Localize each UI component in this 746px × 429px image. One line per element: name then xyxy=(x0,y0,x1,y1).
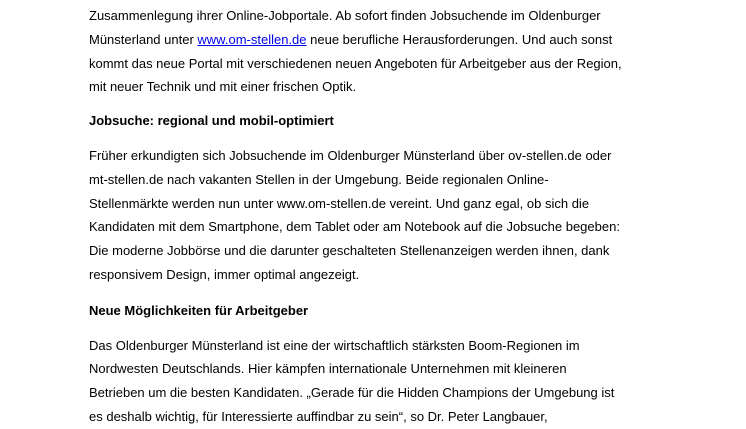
text-line: Das Oldenburger Münsterland ist eine der wirtschaftlich stärksten Boom-Regionen im xyxy=(89,337,580,353)
om-stellen-link[interactable]: www.om-stellen.de xyxy=(197,31,307,47)
section-heading-jobsuche: Jobsuche: regional und mobil-optimiert xyxy=(89,113,334,129)
text-line xyxy=(89,28,669,52)
text-line: mt-stellen.de nach vakanten Stellen in der Umgebung. Beide regionalen Online- xyxy=(89,171,549,187)
text-line: Nordwesten Deutschlands. Hier kämpfen internationale Unternehmen mit kleineren xyxy=(89,361,567,377)
text-line: es deshalb wichtig, für Interessierte auffindbar zu sein“, so Dr. Peter Langbauer, xyxy=(89,408,548,424)
section-heading-arbeitgeber: Neue Möglichkeiten für Arbeitgeber xyxy=(89,302,309,318)
text-line: responsivem Design, immer optimal angezeigt. xyxy=(89,266,360,282)
text-line: mit neuer Technik und mit einer frischen Optik. xyxy=(89,79,357,95)
jobsuche-paragraph xyxy=(89,144,669,287)
text-line: Zusammenlegung ihrer Online-Jobportale. Ab sofort finden Jobsuchende im Oldenburger xyxy=(89,8,601,23)
intro-paragraph xyxy=(89,4,669,99)
text-line: Betrieben um die besten Kandidaten. „Gerade für die Hidden Champions der Umgebung ist xyxy=(89,385,615,401)
text-segment: neue berufliche Herausforderungen. Und auch sonst xyxy=(306,31,613,47)
arbeitgeber-paragraph xyxy=(89,334,669,429)
document-page xyxy=(89,0,669,429)
text-line: Früher erkundigten sich Jobsuchende im Oldenburger Münsterland über ov-stellen.de oder xyxy=(89,147,612,163)
text-line: kommt das neue Portal mit verschiedenen neuen Angeboten für Arbeitgeber aus der Region, xyxy=(89,55,622,71)
text-segment: Münsterland unter xyxy=(89,31,198,47)
text-line: Stellenmärkte werden nun unter www.om-stellen.de vereint. Und ganz egal, ob sich die xyxy=(89,195,590,211)
text-line: Die moderne Jobbörse und die darunter geschalteten Stellenanzeigen werden ihnen, dank xyxy=(89,243,610,259)
text-line: Kandidaten mit dem Smartphone, dem Tablet oder am Notebook auf die Jobsuche begeben: xyxy=(89,219,620,235)
